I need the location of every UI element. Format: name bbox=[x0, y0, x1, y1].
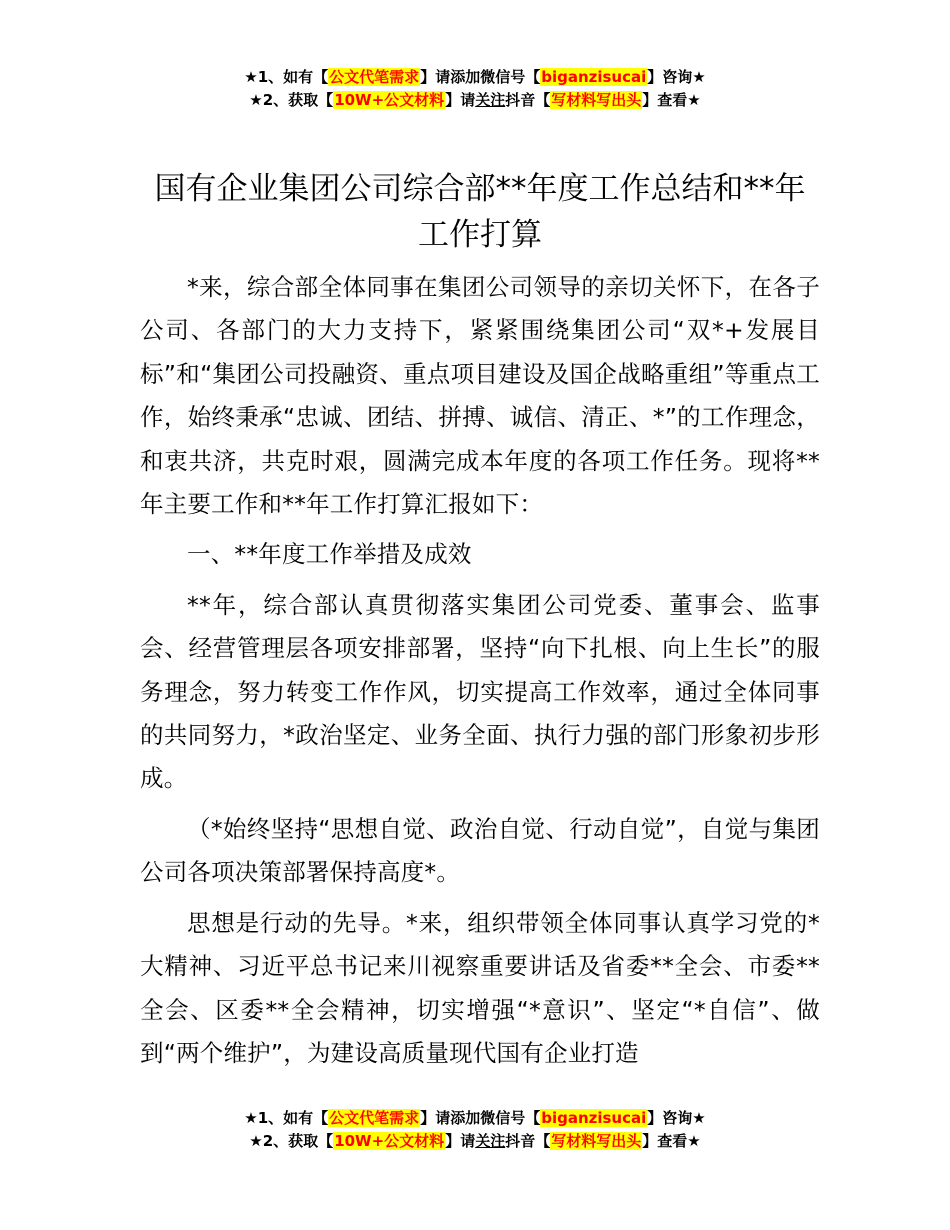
promo-text: ★1、如有【 bbox=[244, 1109, 329, 1127]
promo-text: ★2、获取【 bbox=[249, 91, 334, 109]
paragraph: **年，综合部认真贯彻落实集团公司党委、董事会、监事会、经营管理层各项安排部署，坚持“向下扎根、向上生长”的服务理念，努力转变工作作风，切实提高工作效率，通过全体同事的共同努力，*政治坚定、业务全面、执行力强的部门形象初步形成。 bbox=[140, 590, 820, 793]
subsection-heading: （*始终坚持“思想自觉、政治自觉、行动自觉”，自觉与集团公司各项决策部署保持高度*。 bbox=[140, 814, 820, 887]
section-heading: 一、**年度工作举措及成效 bbox=[187, 540, 472, 569]
promo-highlight: 10W+公文材料 bbox=[334, 1132, 445, 1150]
promo-line-1 bbox=[0, 1107, 950, 1130]
document-title: 国有企业集团公司综合部**年度工作总结和**年工作打算 bbox=[154, 171, 806, 253]
paragraph: 思想是行动的先导。*来，组织带领全体同事认真学习党的*大精神、习近平总书记来川视察重要讲话及省委**全会、市委**全会、区委**全会精神，切实增强“*意识”、坚定“*自信”、做到“两个维护”，为建设高质量现代国有企业打造 bbox=[140, 908, 820, 1067]
header-promo-banner bbox=[0, 66, 950, 112]
paragraph-intro: *来，综合部全体同事在集团公司领导的亲切关怀下，在各子公司、各部门的大力支持下，紧紧围绕集团公司“双*+发展目标”和“集团公司投融资、重点项目建设及国企战略重组”等重点工作，始终秉承“忠诚、团结、拼搏、诚信、清正、*”的工作理念，和衷共济，共克时艰，圆满完成本年度的各项工作任务。现将**年主要工作和**年工作打算汇报如下： bbox=[140, 273, 820, 519]
promo-highlight-douyin: 写材料写出头 bbox=[551, 1132, 642, 1150]
promo-underlined: 关注 bbox=[475, 1132, 506, 1150]
promo-line-2 bbox=[0, 89, 950, 112]
promo-text: 】查看★ bbox=[642, 91, 701, 109]
promo-text: 】请 bbox=[445, 1132, 476, 1150]
promo-highlight-douyin: 写材料写出头 bbox=[551, 91, 642, 109]
promo-highlight: 公文代笔需求 bbox=[329, 68, 420, 86]
promo-text: 】咨询★ bbox=[647, 68, 706, 86]
promo-highlight: 公文代笔需求 bbox=[329, 1109, 420, 1127]
promo-text: 】咨询★ bbox=[647, 1109, 706, 1127]
promo-text: 抖音【 bbox=[505, 91, 551, 109]
promo-text: 】请 bbox=[445, 91, 476, 109]
promo-underlined: 关注 bbox=[475, 91, 506, 109]
promo-text: 】请添加微信号【 bbox=[420, 1109, 541, 1127]
promo-highlight-wechat: biganzisucai bbox=[541, 68, 647, 86]
promo-text: 抖音【 bbox=[505, 1132, 551, 1150]
promo-text: 】请添加微信号【 bbox=[420, 68, 541, 86]
promo-text: 】查看★ bbox=[642, 1132, 701, 1150]
footer-promo-banner bbox=[0, 1107, 950, 1153]
promo-highlight-wechat: biganzisucai bbox=[541, 1109, 647, 1127]
promo-text: ★2、获取【 bbox=[249, 1132, 334, 1150]
promo-line-1 bbox=[0, 66, 950, 89]
document-body bbox=[140, 266, 820, 1075]
promo-text: ★1、如有【 bbox=[244, 68, 329, 86]
promo-highlight: 10W+公文材料 bbox=[334, 91, 445, 109]
promo-line-2 bbox=[0, 1130, 950, 1153]
